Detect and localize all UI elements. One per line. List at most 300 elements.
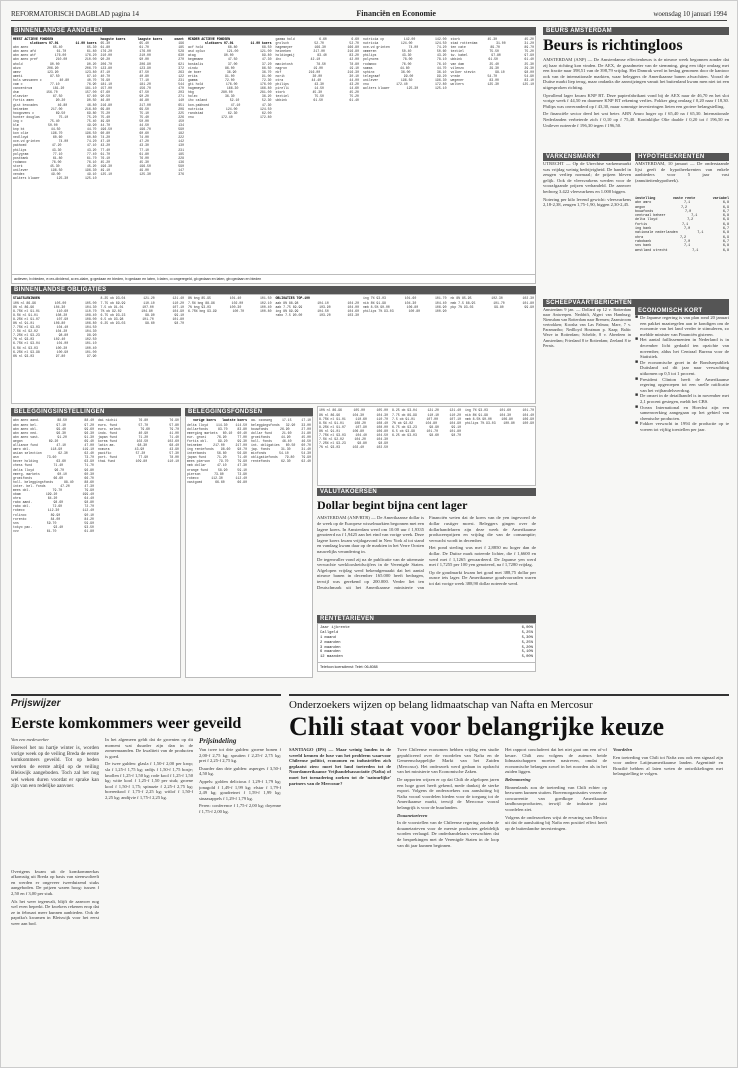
hypotheek-table	[635, 197, 729, 253]
valuta-article	[317, 515, 536, 613]
aandelen-col5	[362, 36, 448, 274]
obligaties-col2	[100, 295, 186, 403]
table-row: 49.90 50.00 150	[100, 118, 184, 123]
table-row: 3 maanden 5,20%	[320, 645, 533, 650]
paragraph: Het rapport concludeert dat het niet gaat om een of-of keuze. Chili zou volgens de auteurs beide lidmaatschappen moeten nastreven, omdat de economische belangen zowel in het noorden als in het zuiden liggen.	[505, 747, 607, 775]
table-row: cam c 77.10 76.90	[13, 82, 97, 87]
paragraph: De financiële sector deed het wat beter. ABN Amro hoger op f 65,40 na f 65,30. Internationale Nederlanden verbeterde zich f 0,10 op f 75,40. Koninklijke Olie daalde f 0,20 tot f 196,50 en Unilever noteerde f 196,30 tegen f 196,50.	[543, 111, 729, 128]
table-row: delta lloyd 114.30 114.50	[187, 422, 247, 427]
paragraph: Volgens de onderzoekers wijst de ervaring van Mexico uit dat de aansluiting bij Nafta een positief effect heeft op de buitenlandse investeringen.	[505, 814, 607, 831]
table-row: ihc caland 52.10 52.30	[188, 98, 272, 103]
chili-col1	[289, 747, 391, 1047]
table-row: tokyo pac. 93.40 93.50	[13, 524, 94, 529]
chili-columns	[289, 747, 729, 1047]
table-row: stad rotterdam 31.00 31.20	[450, 41, 534, 46]
table-row: 8% nl 91-01 106.80 106.80	[319, 428, 388, 433]
table-row: nmb 7.5 88-95 101.70 101.80	[450, 300, 534, 305]
table-row: polygram 77.10 77.40	[13, 151, 97, 156]
paragraph: In de voorstellen van de Chileense regering zouden de douanetarieven voor de meeste producten geleidelijk worden verlaagd. De onderhandelaars verwachten dat de besprekingen met de Verenigde Staten in de loop van dit jaar kunnen beginnen.	[397, 820, 499, 848]
paragraph: Opvallend lager kwam KNP BT. Deze papierfabrikant vond bij de AEX naar de 46,70 en het slot vorige week f 44,50 en daarmee KNP BT rekening verlies. Fokker ging omlaag f 0,20 naar f 18,30. Philips was onveranderd op f 43,30, maar sommige investeringen lieten een grotere belangstelling.	[543, 92, 729, 109]
table-row: chess fund 71.40 71.70	[13, 463, 94, 468]
table-row: abn amro aand. 88.50 88.40	[13, 418, 94, 423]
aandelen-col1	[12, 36, 98, 274]
table-row: vastgoed 66.60 66.80	[187, 479, 247, 484]
table-row: amro obl. 118.90 119.10	[13, 447, 94, 452]
table-row: gamma hold 6.60 6.60	[275, 37, 359, 41]
table-row: ihc 42.10 42.00	[275, 57, 359, 62]
table-row: 6.25% nl 93-98 100.90 101.00	[13, 349, 97, 354]
table-row: bouwfonds 26.90 27.00	[251, 426, 311, 431]
table-row: abn amro bel. 97.10 97.20	[13, 422, 94, 427]
table-row: euro. select 79.60 79.70	[98, 426, 179, 431]
aandelen-table	[11, 35, 536, 275]
prijzen-lead: Hoewel het nu hartje winter is, worden vorige week op de veiling Breda de eerste komkommers geveild. Tot op heden werden de eerste altijd op de veiling Bleiswijk aangeboden. Toch zal het nog wel weken duren voordat er sprake kan zijn van een redelijke aanvoer.	[11, 744, 99, 790]
table-row: 9% nl 86-96 104.30 104.30	[13, 304, 97, 309]
section-economisch: ECONOMISCH KORT	[635, 307, 729, 315]
paragraph: Peren: conference f 1,75-f 2,00 kg; doyenne f 1,75-f 2,00 kg.	[199, 803, 281, 814]
valuta-col3	[464, 407, 535, 485]
fondsen-block	[185, 406, 313, 678]
table-row: 6.75 ob 93-23 98.90 99.10	[100, 312, 184, 317]
table-row: abn amro obl. 99.40 99.60	[13, 426, 94, 431]
table-row: stork 45.30 45.20	[275, 90, 359, 95]
table-row: abn amro pref 210.00 210.00	[13, 57, 97, 62]
table-row: 60.80 60.60 182	[100, 131, 184, 136]
table-row: 90.20 90.00 270	[100, 57, 184, 62]
table-row: bols wessanen c 40.80 40.70	[13, 77, 97, 82]
table-row: rabo obl. 72.60 72.70	[13, 504, 94, 509]
beleggings-col2	[97, 417, 180, 677]
table-row: kon.pakhoed 47.10 47.30	[188, 102, 272, 107]
table-row: macintosh 78.50 78.80	[275, 61, 359, 66]
table-row: aegon 7,2 6,9	[635, 205, 729, 210]
subheading: Belemmering	[505, 776, 531, 782]
paragraph: Als het weer tegenvalt, blijft de aanvoer nog wel even beperkt. De kwekers rekenen erop dat ze in februari meer kunnen aanbieden. Ook de paprika's kwamen in Bleiswijk voor het eerst weer aan bod.	[11, 898, 99, 926]
table-row: 7.5% bng 88-96 102.00 102.10	[188, 300, 272, 305]
paragraph: Appels: golden delicious f 1,29-f 1,79 kg; jonagold f 1,49-f 1,99 kg; elstar f 1,79-f 2,49 kg; goudreinet f 1,59-f 1,99 kg; sinaasappels f 1,29-f 1,79 kg.	[199, 778, 281, 801]
table-row: 6 maanden 5,10%	[320, 650, 533, 655]
table-row: vnu 172.40 172.80	[188, 114, 272, 119]
prijsindeling-head: Prijsindeling	[199, 737, 237, 745]
table-row: rolinco 89.90 90.10	[13, 512, 94, 517]
table-row: 8.75% nl 91-01 110.60 110.70	[13, 308, 97, 313]
table-row: unilever 196.50 196.30	[13, 168, 97, 172]
table-row: inter. bel. fonds 47.20 47.30	[13, 483, 94, 488]
economisch-list	[635, 315, 729, 577]
table-row: 74.20 74.00 222	[100, 135, 184, 140]
table-row: 75.20 75.10 225	[100, 110, 184, 115]
table-row: nutricia 124.00 124.50	[363, 41, 447, 46]
table-row: dollar fund 21.60 21.80	[251, 430, 311, 435]
fondsen-table	[185, 416, 313, 678]
table-row: wolters kluwer 125.30 125.10	[363, 86, 447, 91]
hypotheek-intro: AMSTERDAM, 10 januari — De onderstaande lijst geeft de hypotheekrenten van enkele aanbieders voor 5 jaar vast (annuïteitenhypotheek).	[635, 161, 729, 183]
table-row: 77.40 77.10 231	[100, 147, 184, 152]
prijzen-headline: Eerste komkommers weer geveild	[11, 715, 242, 732]
table-row: philips 7% 93-03 100.80 100.90	[363, 308, 447, 313]
table-row: rorento 84.00 84.20	[13, 516, 94, 521]
table-row: orange fund 58.90 59.10	[187, 467, 247, 472]
table-row: 7.75 ob 89-99 110.10 110.20	[100, 300, 184, 305]
masthead	[11, 7, 727, 21]
table-row: mees obl. 79.70 79.90	[13, 488, 94, 492]
table-row: gamma 72.00 72.30	[188, 77, 272, 82]
paragraph: Het pond sterling was met f 2,8850 nu hoger dan de dollar. De Duitse mark noteerde lichter, die f 1,6600 en werd met f 1,1265 gewaardeerd. De Japanse yen werd met f 1,7255 per 100 yen genoteerd, na f 1,7280 vrijdag.	[429, 545, 536, 568]
obligaties-col4	[275, 295, 361, 403]
table-row: bouwfonds 7,0 6,7	[635, 209, 729, 214]
table-row: asian selection 62.30 62.40	[13, 451, 94, 456]
table-row: int. obligaties 60.50 60.70	[251, 442, 311, 447]
table-row: hagemeyer 166.30 166.80	[188, 86, 272, 91]
table-row: grolsch 52.70 52.70	[275, 41, 359, 46]
table-row: ing 8% 89-99 104.50 104.60	[275, 308, 359, 313]
table-row: robeco 112.30 112.40	[13, 508, 94, 513]
table-title: MEEST ACTIEVE FONDSEN	[13, 37, 54, 41]
table-row: 8.25 ob 93-04 121.20 121.40	[392, 408, 461, 413]
table-row: 6.25 ob 93-03 98.60 98.70	[100, 320, 184, 325]
table-row: klm 50.00 49.90	[13, 122, 97, 127]
table-row: aab 8% 88-98 104.10 104.20	[275, 300, 359, 305]
economisch-item: ■ Ocean International en Hoechst zijn een samenwerking aangegaan op het gebied van chemische producten.	[635, 404, 729, 421]
table-row: 125.10 125.30 376	[100, 172, 184, 177]
table-row: nomura 43.90 43.90	[98, 447, 179, 452]
rente-table	[317, 623, 536, 663]
table-row: 6.5 ob 93-98 101.70 101.80	[392, 428, 461, 433]
valuta-col2	[391, 407, 462, 485]
table-row: abn amro 65.40 65.30	[13, 45, 97, 50]
table-row: 10% nl 86-96 105.00 105.00	[13, 300, 97, 305]
economisch-item: ■ President Clinton heeft de Amerikaanse regering opgeroepen tot een snelle ratificatie van het vrijhandelsverdrag.	[635, 376, 729, 393]
paragraph: UTRECHT — Op de Utrechtse varkensmarkt was vrijdag weinig bedrijvigheid. De handel in zeugen verliep normaal; de prijzen bleven gelijk. Ook de vleesvarkens werden voor de voorafgaande prijzen verhandeld. De aanvoer bedroeg 3.422 vleesvarkens en 1.000 biggen.	[543, 161, 631, 194]
table-row: 61.80 61.70 185	[100, 45, 184, 50]
aandelen-col4	[275, 36, 361, 274]
table-row: eur. groei 76.90 77.00	[187, 434, 247, 439]
table-row: wolters 125.30 125.10	[450, 82, 534, 87]
table-row: 8% bng 85-95 101.40 101.50	[188, 296, 272, 301]
paragraph: Op de goudmarkt kwam het goud met 388,75 dollar per ounce iets lager. De Amerikaanse goudvoorraden waren tot dat vorige week 388,90 dollar noteerde werd.	[429, 569, 536, 586]
prijzen-col3	[199, 737, 281, 1057]
table-row: cindu 86.00 86.50	[188, 65, 272, 70]
scheepvaart-economisch-row	[543, 307, 729, 577]
aandelen-col2	[100, 36, 186, 274]
valuta-table	[317, 406, 536, 486]
table-row: hbg 280.00 281.00	[188, 90, 272, 95]
table-row: nib 8% 91-98 104.30 104.40	[363, 300, 447, 305]
table-row: rabobank 7,0 6,7	[635, 239, 729, 244]
table-row: abn amro afd 61.70 61.80	[13, 49, 97, 54]
table-row: dsm 156.70 157.00	[13, 90, 97, 95]
prijzen-col2	[105, 737, 193, 1057]
table-row: 47.10 47.20 142	[100, 139, 184, 144]
table-row: ing rentefonds 98.60 98.70	[187, 447, 247, 452]
fondsen-col1	[186, 417, 248, 677]
section-scheepvaart: SCHEEPVAARTBERICHTEN	[543, 299, 729, 307]
table-row: 7.25% nl 93-23 98.80 98.90	[319, 441, 388, 446]
table-row: nb 8% 85-95 102.30 102.30	[450, 296, 534, 301]
table-row: mixfonds 54.10 54.30	[251, 451, 311, 456]
table-row: ten cate 89.70 89.70	[450, 45, 534, 50]
table-row: polynorm 78.00 78.10	[363, 57, 447, 62]
table-row: groeifonds 44.90 45.00	[251, 434, 311, 439]
table-row: fortis obl. 99.20 99.30	[187, 438, 247, 443]
table-title: OBLIGATIES TOP-100	[275, 296, 310, 301]
chili-col3	[505, 747, 607, 1047]
table-row: 216.80 217.00 651	[100, 102, 184, 107]
table-row: groeifonds 66.60 66.70	[13, 475, 94, 480]
left-column	[11, 25, 536, 678]
table-row: 43.20 43.30 130	[100, 143, 184, 148]
bullet-icon: ■	[635, 404, 639, 410]
beleggings-col1	[12, 417, 95, 677]
table-row: philips 7% 93-03 100.80 100.90	[465, 420, 534, 425]
section-varkensmarkt: VARKENSMARKT	[543, 153, 631, 161]
table-row: begemann 47.50 47.30	[188, 57, 272, 62]
section-hypotheek: HYPOTHEEKRENTEN	[635, 153, 729, 161]
table-row: ommeren 50.40 50.60	[363, 49, 447, 54]
table-row: 7% nl 93-03 102.40 102.50	[13, 337, 97, 342]
table-row: de boer 36.90 36.70	[188, 69, 272, 74]
table-row: nmb dollar 47.10 47.30	[187, 463, 247, 468]
table-row: pkp 7% 93-03 99.80 99.90	[450, 304, 534, 309]
table-row: sphinx 36.00 36.10	[363, 69, 447, 74]
table-row: 7.5% nl 92-02 104.20 104.30	[13, 329, 97, 334]
table-row: atag 90.00 89.80	[188, 53, 272, 58]
table-row: 176.20 176.00 528	[100, 49, 184, 54]
table-row: boskalis 37.00 37.20	[188, 61, 272, 66]
paragraph: AMSTERDAM (ANP/RTR) — De Amerikaanse dollar is de week op de Europese wisselmarkten begonnen met een lagere koers. In Amsterdam werd om 10.00 uur f 1,9335 genoteerd na f 1,9425 aan het eind van vorige week. Deze lagere koers kwam vrijdagavond in New York al tot stand en vandaag kwam daar op de markten in het Verre Oosten nauwelijks verandering in.	[317, 515, 424, 554]
table-row: heineken 217.00 216.80	[13, 106, 97, 111]
table-row: 90.50 90.20 271	[100, 94, 184, 99]
table-row: 49.10 49.00 147	[100, 168, 184, 172]
table-row: 8.5% nl 91-01 108.20 108.40	[13, 312, 97, 317]
table-row: oce-vd grinten 74.00 74.20	[363, 45, 447, 50]
table-row: 12 maanden 5,00%	[320, 655, 533, 660]
table-row: aab 7.75 89-99 103.90 104.00	[275, 304, 359, 309]
paragraph: Een toetreding van Chili tot Nafta zou ook een signaal zijn voor andere Latijnsamerikaanse landen. Argentinië en Brazilië hebben al laten weten de ontwikkelingen met belangstelling te volgen.	[613, 754, 723, 777]
table-row: abn amro ned. 96.30 96.30	[13, 430, 94, 435]
right-column	[543, 25, 729, 577]
prijzen-article	[11, 869, 99, 1055]
table-row: akzo 206.90 206.70	[13, 65, 97, 70]
table-row: stork 45.30 45.20	[450, 37, 534, 41]
table-row: 76.90 77.10 231	[100, 77, 184, 82]
varkens-article	[543, 161, 631, 297]
prijzen-columns	[11, 737, 281, 1057]
table-row: ahold 90.00 90.20	[13, 61, 97, 66]
economisch-block	[635, 307, 729, 577]
table-row: 10% nl 86-96 105.00 105.00	[319, 408, 388, 413]
table-row: samas 44.80 44.70	[363, 65, 447, 70]
lower-tables-row	[11, 406, 536, 678]
table-row: 8.75% nl 91-01 110.60 110.70	[319, 416, 388, 421]
table-header: vorige koers laatste koers	[193, 418, 247, 423]
table-header: slotkoers 07-01 11.00 koers	[29, 41, 97, 46]
table-title: MINDER ACTIEVE FONDSEN	[188, 37, 231, 41]
chili-header	[289, 694, 729, 741]
fondsen-col2	[250, 417, 312, 677]
prijzen-byline: Van een medewerker	[11, 737, 50, 742]
table-row: 7% ob 92-02 104.80 104.90	[100, 308, 184, 313]
table-row: 45.20 45.30 136	[100, 159, 184, 164]
table-header: instelling vaste rente variabel	[635, 197, 729, 201]
table-row: ameti 87.50 87.10	[13, 73, 97, 78]
table-row: 6.75% nl 93-04 101.00 101.10	[13, 341, 97, 346]
table-row: port. fund 77.90 78.00	[98, 455, 179, 460]
table-row: dai nichii 76.80 76.90	[98, 418, 179, 423]
table-title: STAATSLENINGEN	[13, 296, 40, 301]
table-row: 7.75% nl 93-03 104.40 104.50	[13, 325, 97, 330]
table-row: philips 43.30 43.20	[363, 53, 447, 58]
table-row: 6% nl 93-03 97.80 97.90	[13, 353, 97, 358]
table-row: nedlloyd 60.60 60.80	[13, 135, 97, 140]
table-row: mees pierson 79.70 79.90	[187, 459, 247, 464]
table-row: ubbink 61.50 61.40	[275, 98, 359, 103]
masthead-date: woensdag 10 januari 1994	[653, 9, 727, 18]
table-row: 69.80 69.50 209	[100, 106, 184, 111]
varkens-block	[543, 151, 631, 297]
table-row: nkf 216.00 216.30	[275, 69, 359, 74]
chili-headline: Chili staat voor belangrijke keuze	[289, 712, 665, 741]
table-row: asn 73.60 73.70	[13, 455, 94, 460]
table-row: 6.5 ob 93-98 101.70 101.80	[100, 316, 184, 321]
section-beleggingsfondsen: BELEGGINGSFONDSEN	[185, 408, 313, 416]
table-row: ubbink 61.50 61.40	[450, 57, 534, 62]
table-row: rodamco 76.00 76.10	[363, 61, 447, 66]
table-row: 157.00 156.70 470	[100, 86, 184, 91]
table-row: ing bank 7,0 6,7	[635, 227, 729, 232]
table-row: bever holding 63.60 63.90	[13, 459, 94, 464]
table-row: jap. fonds 31.30 31.40	[251, 447, 311, 452]
table-row: 7.5% nl 92-02 104.20 104.30	[319, 437, 388, 442]
table-row: gti hold 176.00 176.00	[188, 82, 272, 87]
table-row: ing 7% 93-03 101.60 101.70	[363, 296, 447, 301]
table-header: slotkoers 07-01 11.00 koers	[204, 41, 272, 46]
section-valutakoersen: VALUTAKOERSEN	[317, 488, 536, 496]
table-row: 7.75 ob 89-99 110.10 110.20	[392, 412, 461, 417]
table-row: textiel 75.50 75.20	[450, 49, 534, 54]
table-row: westland utrecht 7,1 6,8	[635, 248, 729, 253]
masthead-left: REFORMATORISCH DAGBLAD pagina 14	[11, 9, 140, 18]
bullet-icon: ■	[635, 337, 639, 343]
table-row: 67.60 67.50 203	[100, 90, 184, 95]
table-row: vendex 49.00 49.10	[13, 172, 97, 177]
subheading: Douanetarieven	[397, 812, 428, 818]
table-row: ing 7% 93-03 101.60 101.70	[465, 408, 534, 413]
table-row: 1 maand 5,30%	[320, 636, 533, 640]
table-row: 7.25% nl 93-23 98.80 98.90	[13, 333, 97, 338]
paragraph: De twee gulden: glasla f 1,50-f 2,00 per krop; sla f 1,25-f 1,75 kg; radijs f 1,50-f 1,75 bosje; knollen f 1,25-f 1,50 kg; rode kool f 1,25-f 1,50 kg; witte kool f 1,25-f 1,50 per stuk; groene kool f 1,50-f 1,75; spinazie f 2,25-f 2,75 kg; boerenkool f 1,75-f 2,25 kg; witlof f 1,50-f 2,25 kg; andijvie f 1,75-f 2,25 kg.	[105, 761, 193, 800]
table-row: aa. ozonweg 17.15 17.10	[251, 418, 311, 423]
table-row: 40.70 40.80 122	[100, 73, 184, 78]
section-beleggings: BELEGGINGSINSTELLINGEN	[11, 408, 181, 416]
table-row: nmb 8.5% 90-00 106.80 106.90	[363, 304, 447, 309]
table-row: fortis amev 90.20 90.50	[13, 98, 97, 103]
table-row: 76.10 76.00 228	[100, 155, 184, 160]
table-row: otra 44.40 44.00	[275, 77, 359, 82]
table-row: emerging markets 60.10 60.40	[187, 430, 247, 435]
table-row: vvv 61.70 61.80	[13, 528, 94, 533]
table-row: Jaar ijkrente 6,00%	[320, 626, 533, 631]
table-row: philips 43.30 43.20	[13, 147, 97, 152]
table-row: 2 maanden 5,25%	[320, 640, 533, 645]
valuta-headline: Dollar begint bijna cent lager	[317, 498, 468, 513]
table-row: 8.25 ob 93-04 121.20 121.40	[100, 296, 184, 301]
table-row: emerg. markets 60.10 60.30	[13, 471, 94, 476]
prijzen-col1	[11, 737, 99, 1057]
table-row: 7% ob 92-02 104.80 104.90	[392, 420, 461, 425]
table-row: 7.75% nl 93-03 104.40 104.50	[319, 432, 388, 437]
table-row: 6.75 ob 93-23 98.90 99.10	[392, 424, 461, 429]
table-row: nutricia 124.00 124.50	[188, 106, 272, 111]
table-row: 8.25% nl 91-07 107.90 108.00	[319, 424, 388, 429]
table-row: knp bt 44.50 44.70	[13, 127, 97, 132]
bullet-icon: ■	[635, 393, 639, 399]
economisch-item: ■ De economische groei in de Bondsrepubliek Duitsland zal dit jaar naar verwachting uitkomen op 0,5 tot 1 procent.	[635, 359, 729, 376]
table-row: japan fund 71.20 71.40	[98, 434, 179, 439]
obligaties-col1	[12, 295, 98, 403]
table-row: unilever 196.50 196.30	[363, 77, 447, 82]
table-row: aegon 69.20 69.40	[13, 438, 94, 443]
table-row: gist brocades 46.80 46.80	[13, 102, 97, 107]
paragraph: In het algemeen geldt dat de groenten op dit moment wat duurder zijn dan in de zomermaanden. De kwaliteit van de producten is goed.	[105, 737, 193, 759]
table-row: norit 30.00 30.10	[275, 73, 359, 78]
table-row: randstad 62.30 62.00	[188, 110, 272, 115]
prijswijzer-header	[11, 694, 281, 709]
paragraph: Van twee tot drie gulden: groene bonen f 2,00-f 2,75 kg; spruiten f 2,25-f 2,75 kg; prei f 2,25-f 2,75 kg.	[199, 747, 281, 764]
obligaties-col3	[187, 295, 273, 403]
table-row: vrede 54.70 54.90	[450, 73, 534, 78]
table-row: Callgeld 5,25%	[320, 631, 533, 636]
beurs-headline: Beurs is richtingloos	[543, 37, 683, 54]
paragraph: AMSTERDAM (ANP) — De Amsterdamse effectenbeurs is de nieuwe week begonnen zonder dat zij haar richting kon vinden. De AEX, de graadmeter van de stemming, ging een tikje omlaag met een fractie naar 398,51 van de 398,79 vrijdag. Het Damrak werd in beslag genomen door de kantoor ook van de internationale markten, waar beleggers de Amerikaanse banen afwachtten. Vooral de Duitse markt liep terug, maar ondanks die aanwijzingen vanuit het buitenland kwam men niet tot een uitgesproken richting.	[543, 57, 729, 90]
rente-footer: Telefoon koersdienst: Telet: 06-8088	[317, 663, 536, 672]
table-row: ohra 7,2 6,9	[635, 235, 729, 240]
bullet-icon: ■	[635, 315, 639, 320]
aandelen-col6	[450, 36, 536, 274]
chili-col2	[397, 747, 499, 1047]
table-row: 8.25% nl 91-07 107.90 108.00	[13, 316, 97, 321]
table-row: heineken 217.00 216.80	[275, 49, 359, 54]
economisch-item: ■ Het aantal faillissementen in Nederland is in december licht gedaald ten opzichte van november, aldus het Centraal Bureau voor de Statistiek.	[635, 337, 729, 360]
table-row: 196.30 196.50 590	[100, 163, 184, 168]
paragraph: Overigens kwam uit de komkommerkas afkomstig uit Breda op basis van steenwolteelt en werden er ongeveer tweeduizend stuks aangeboden. De prijzen waren hoog: tussen f 2,50 en f 3,00 per stuk.	[11, 868, 99, 896]
table-row: rentefonds 62.30 62.40	[251, 459, 311, 464]
table-row: 196.50 196.70 590	[100, 127, 184, 132]
table-row: wolters kluwer 125.30 125.10	[13, 176, 97, 181]
table-row: 181.10 181.20 544	[100, 82, 184, 87]
table-row: beleggingsfonds 32.90 33.00	[251, 422, 311, 427]
table-row: fortis 7,1 6,8	[635, 222, 729, 227]
table-row: telegraaf 99.00 99.20	[363, 73, 447, 78]
table-row: 9% nl 86-96 104.30 104.30	[319, 412, 388, 417]
table-row: 6.75% bng 93-99 100.70 100.80	[188, 308, 272, 313]
varkens-hypotheek-row	[543, 151, 729, 297]
table-row: 44.70 44.50 134	[100, 122, 184, 127]
obligaties-table	[11, 294, 536, 404]
table-row: holdingmij 83.40 83.20	[275, 53, 359, 58]
table-row: 210.00 210.00 630	[100, 53, 184, 58]
table-row: obam 199.20 199.40	[13, 492, 94, 497]
paragraph: Duurder dan drie gulden: asperges f 3,50-f 4,50 kg.	[199, 765, 281, 777]
table-row: holl. beleggingsfonds 88.40 88.60	[13, 479, 94, 484]
prijsindeling-text	[199, 747, 281, 1053]
table-row: tw. kabel 97.80 97.90	[450, 53, 534, 58]
table-row: 46.80 46.80 140	[100, 98, 184, 103]
table-row: delta lloyd 96.70 96.80	[13, 467, 94, 472]
table-row: pierson 73.80 73.90	[187, 471, 247, 476]
table-row: rabo aand. 98.60 98.80	[13, 500, 94, 505]
table-row: 8.5% nl 91-01 108.20 108.40	[319, 420, 388, 425]
